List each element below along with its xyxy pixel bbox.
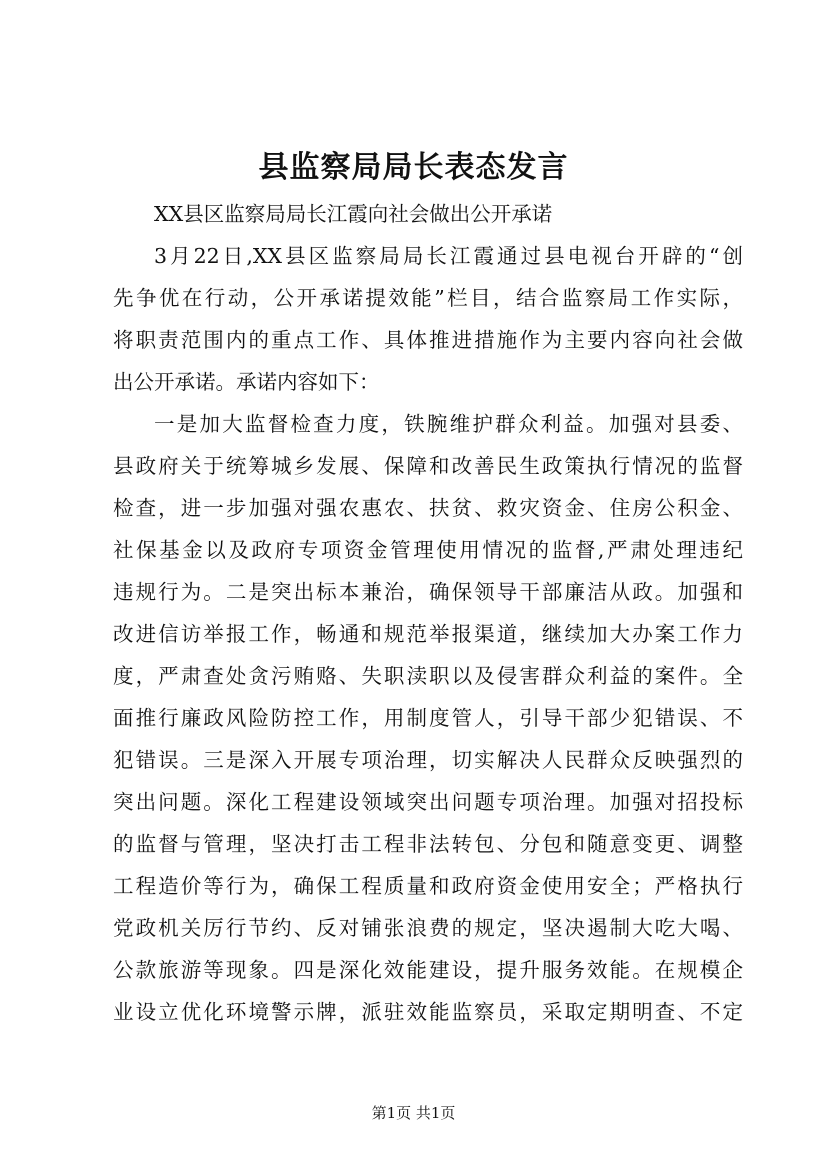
- body-line: 党政机关厉行节约、反对铺张浪费的规定，坚决遏制大吃大喝、: [113, 916, 743, 940]
- body-line: 社保基金以及政府专项资金管理使用情况的监督,严肃处理违纪: [113, 538, 743, 562]
- body-line: 3月22日,XX县区监察局局长江霞通过县电视台开辟的“创: [154, 244, 743, 268]
- document-title: 县监察局局长表态发言: [258, 150, 569, 185]
- body-line: 违规行为。二是突出标本兼治，确保领导干部廉洁从政。加强和: [113, 580, 743, 604]
- page-footer: 第1页 共1页: [371, 1104, 456, 1122]
- body-line: 将职责范围内的重点工作、具体推进措施作为主要内容向社会做: [113, 328, 743, 352]
- body-line: 县政府关于统筹城乡发展、保障和改善民生政策执行情况的监督: [113, 454, 743, 478]
- body-line: 面推行廉政风险防控工作，用制度管人，引导干部少犯错误、不: [113, 706, 743, 730]
- body-line: 先争优在行动，公开承诺提效能”栏目，结合监察局工作实际，: [113, 286, 743, 310]
- body-line: 一是加大监督检查力度，铁腕维护群众利益。加强对县委、: [154, 412, 743, 436]
- body-line: 出公开承诺。承诺内容如下：: [113, 370, 380, 394]
- body-line: 改进信访举报工作，畅通和规范举报渠道，继续加大办案工作力: [113, 622, 743, 646]
- body-line: XX县区监察局局长江霞向社会做出公开承诺: [154, 202, 553, 226]
- body-line: 犯错误。三是深入开展专项治理，切实解决人民群众反映强烈的: [113, 748, 743, 772]
- body-line: 检查，进一步加强对强农惠农、扶贫、救灾资金、住房公积金、: [113, 496, 743, 520]
- body-line: 突出问题。深化工程建设领域突出问题专项治理。加强对招投标: [113, 790, 743, 814]
- body-line: 的监督与管理，坚决打击工程非法转包、分包和随意变更、调整: [113, 832, 743, 856]
- body-line: 工程造价等行为，确保工程质量和政府资金使用安全；严格执行: [113, 874, 743, 898]
- body-line: 业设立优化环境警示牌，派驻效能监察员，采取定期明查、不定: [113, 1000, 743, 1024]
- body-line: 度，严肃查处贪污贿赂、失职渎职以及侵害群众利益的案件。全: [113, 664, 743, 688]
- body-line: 公款旅游等现象。四是深化效能建设，提升服务效能。在规模企: [113, 958, 743, 982]
